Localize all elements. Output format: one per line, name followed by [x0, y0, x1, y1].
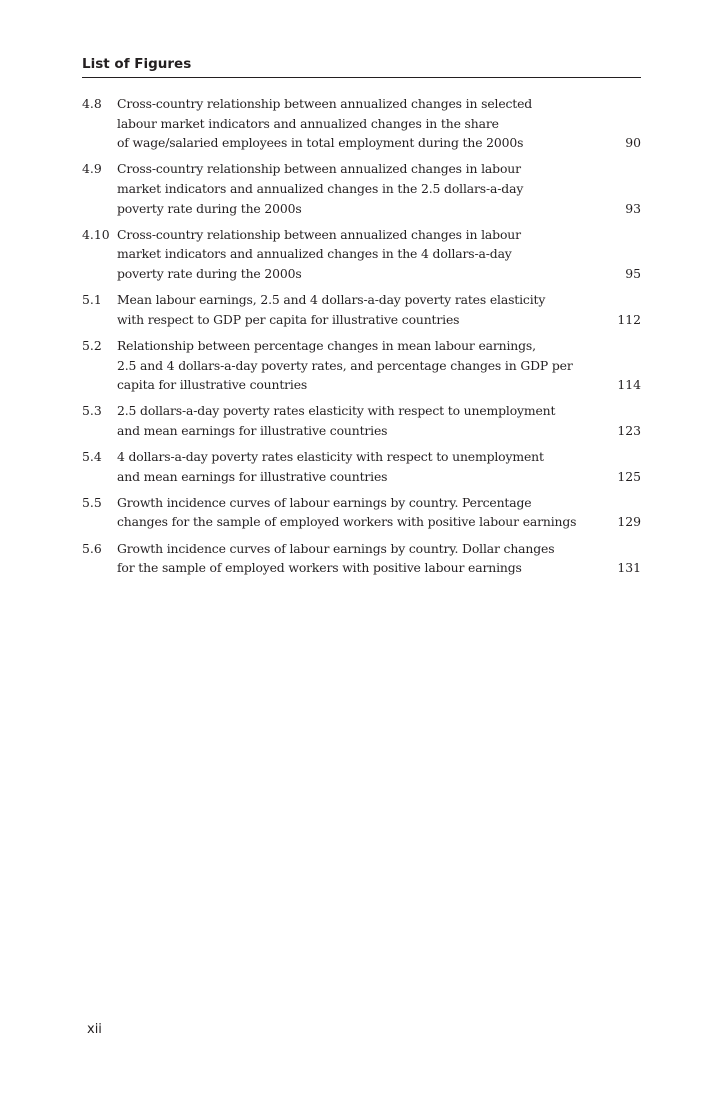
- figure-title: 2.5 dollars-a-day poverty rates elasticity with respect to unemployment and mean earnings for illustrative countries: [117, 403, 556, 438]
- figure-title: Relationship between percentage changes in mean labour earnings, 2.5 and 4 dollars-a-day poverty rates, and percentage changes in GDP per capita for illustrative countries: [117, 337, 573, 393]
- figure-title: Mean labour earnings, 2.5 and 4 dollars-a-day poverty rates elasticity with respect to GDP per capita for illustrative countries: [117, 292, 546, 327]
- list-item: [82, 94, 641, 153]
- figure-title: Cross-country relationship between annualized changes in selected labour market indicators and annualized changes in the share of wage/salaried employees in total employment during the 2000s: [117, 96, 533, 151]
- figure-number: 5.2: [82, 337, 102, 353]
- list-item: [82, 539, 641, 578]
- figure-number: 5.1: [82, 292, 102, 308]
- list-item: [82, 159, 641, 218]
- running-header: List of Figures: [82, 56, 641, 78]
- page-number: 114: [617, 377, 641, 393]
- figure-number: 5.6: [82, 540, 102, 556]
- page-number: 131: [617, 560, 641, 576]
- figure-title: Cross-country relationship between annualized changes in labour market indicators and annualized changes in the 4 dollars-a-day poverty rate during the 2000s: [117, 226, 521, 281]
- figure-title: Cross-country relationship between annualized changes in labour market indicators and annualized changes in the 2.5 dollars-a-day poverty rate during the 2000s: [117, 161, 524, 216]
- figure-title: Growth incidence curves of labour earnings by country. Dollar changes for the sample of employed workers with positive labour earnings: [117, 540, 555, 576]
- figure-number: 5.5: [82, 494, 102, 510]
- page-number: 123: [617, 422, 641, 438]
- figure-number: 5.4: [82, 449, 102, 465]
- figure-number: 4.9: [82, 161, 102, 177]
- list-item: [82, 401, 641, 440]
- page-folio: xii: [87, 1022, 102, 1037]
- page-number: 95: [625, 265, 641, 281]
- figure-number: 4.8: [82, 96, 102, 111]
- list-item: [82, 336, 641, 395]
- page-number: 129: [617, 514, 641, 530]
- list-item: [82, 290, 641, 329]
- page-number: 125: [617, 468, 641, 484]
- list-item: [82, 447, 641, 486]
- figure-title: 4 dollars-a-day poverty rates elasticity with respect to unemployment and mean earnings for illustrative countries: [117, 449, 544, 484]
- list-item: [82, 493, 641, 532]
- figures-list: [82, 94, 641, 584]
- figure-title: Growth incidence curves of labour earnings by country. Percentage changes for the sample of employed workers with positive labour earnings: [117, 494, 577, 530]
- figure-number: 5.3: [82, 403, 102, 419]
- page-number: 112: [617, 311, 641, 327]
- list-item: [82, 225, 641, 284]
- page-number: 93: [625, 200, 641, 216]
- page-number: 90: [625, 135, 641, 151]
- figure-number: 4.10: [82, 226, 110, 242]
